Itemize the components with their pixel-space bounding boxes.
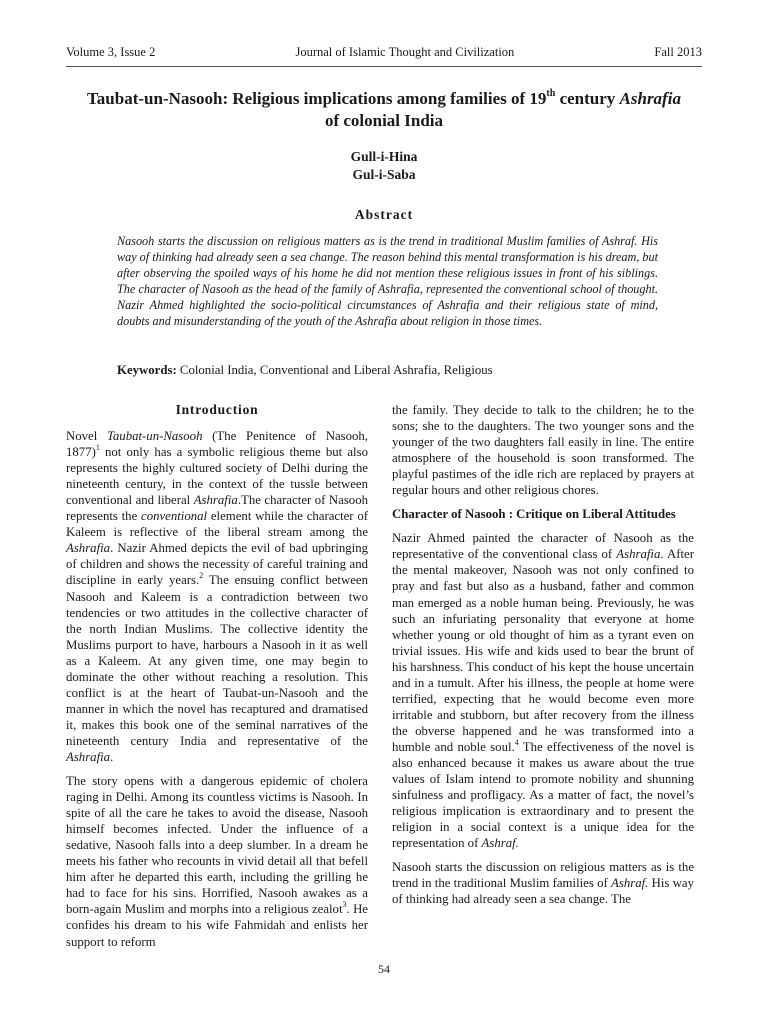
abstract-body: Nasooh starts the discussion on religious matters as is the trend in traditional Muslim families of Ashraf. His way of thinking had already seen a sea change. The reason behind this mental transformation is his dream, but after observing the spoiled ways of his home he did not mention these religious issues in front of his siblings. The character of Nasooh as the head of the family of Ashrafia, represented the conventional school of thought. Nazir Ahmed highlighted the socio-political circumstances of Ashrafia and their religious state of mind, doubts and misunderstanding of the youth of the Ashrafia about religion in those times. [117,234,658,329]
page-number: 54 [378,962,390,976]
header-rule [66,66,702,67]
author-list [66,148,702,184]
right-paragraph-3: Nasooh starts the discussion on religious matters as is the trend in the traditional Muslim families of Ashraf. His way of thinking had already seen a sea change. The [392,860,694,907]
right-paragraph-1: the family. They decide to talk to the children; he to the sons; she to the daughters. The two younger sons and the younger of the two daughters fall easily in line. The entire atmosphere of the household is soon transformed. The playful pastimes of the idle rich are replaced by prayers at regular hours and other religious chores. [392,403,694,498]
author-name: Gull-i-Hina [350,149,418,164]
issue-date: Fall 2013 [654,45,702,59]
introduction-heading: Introduction [175,402,259,417]
keywords [117,362,677,379]
footnote-ref: 3 [342,900,347,910]
article-title: Taubat-un-Nasooh: Religious implications among families of 19th century Ashrafia of colonial India [87,88,681,130]
intro-paragraph-2: The story opens with a dangerous epidemic of cholera raging in Delhi. Among its countless victims is Nasooh. In spite of all the care he takes to avoid the disease, Nasooh himself becomes infected. Under the influence of a sedative, Nasooh falls into a deep slumber. In a dream he meets his father who recounts in vivid detail all that befell him after he departed this earth, including the grilling he had to face for his sins. Horrified, Nasooh awakes as a born-again Muslim and morphs into a religious zealot$^3$. He confides his dream to his wife Fahmidah and enlists her support to reform [66,774,368,949]
footnote-ref: 4 [514,737,519,747]
footnote-ref: 1 [95,442,100,452]
footnote-ref: 2 [199,571,204,581]
subsection-heading: Character of Nasooh : Critique on Liberal Attitudes [392,507,676,522]
journal-name: Journal of Islamic Thought and Civilization [295,45,515,59]
right-column [392,402,694,915]
left-column [66,402,368,958]
keywords-label: Keywords: [117,363,177,377]
abstract-heading: Abstract [354,207,414,222]
running-head [66,44,702,60]
keywords-text: Colonial India, Conventional and Liberal Ashrafia, Religious [176,363,493,377]
right-paragraph-2: Nazir Ahmed painted the character of Nasooh as the representative of the conventional class of Ashrafia. After the mental makeover, Nasooh was not only confined to pray and fast but also as a husband, father and common man emerged as a noble human being. Previously, he was such an infuriating personality that everyone at home whether young or old thought of him as a tyrant even on trivial issues. His wife and kids used to bear the brunt of his harshness. This conduct of his kept the house uncertain and in a tumult. After his illness, the people at home were terrified, expecting that he would become even more irritable and stubborn, but after recovery from the illness the obverse happened and he was transformed into a humble and noble soul.$^4$ The effectiveness of the novel is also enhanced because it makes us aware about the true values of Islam intend to promote nobility and shunning sinfulness and profligacy. As a matter of fact, the novel’s religious implication is extraordinary and to present the religion in a social context is a unique idea for the representation of Ashraf. [392,531,694,851]
author-name: Gul-i-Saba [352,167,416,182]
intro-paragraph-1: Novel Taubat-un-Nasooh (The Penitence of Nasooh, 1877)$^1$ not only has a symbolic religious theme but also represents the highly cultured society of Delhi during the nineteenth century, in the context of the tussle between conventional and liberal Ashrafia.The character of Nasooh represents the conventional element while the character of Kaleem is reflective of the liberal stream among the Ashrafia. Nazir Ahmed depicts the evil of bad upbringing of children and shows the necessity of careful training and discipline in early years.$^2$ The ensuing conflict between Nasooh and Kaleem is a contradiction between two tendencies or two attitudes in the collective character of the north Indian Muslims. The collective identity the Muslims purport to have, harbours a Nasooh in it as well as a Kaleem. At any given time, one may begin to dominate the other without reaching a resolution. This conflict is at the heart of Taubat-un-Nasooh and the manner in which the novel has recaptured and dramatised it, makes this book one of the seminal narratives of the nineteenth century India and representative of the Ashrafia. [66,429,369,764]
volume-issue: Volume 3, Issue 2 [66,45,156,59]
